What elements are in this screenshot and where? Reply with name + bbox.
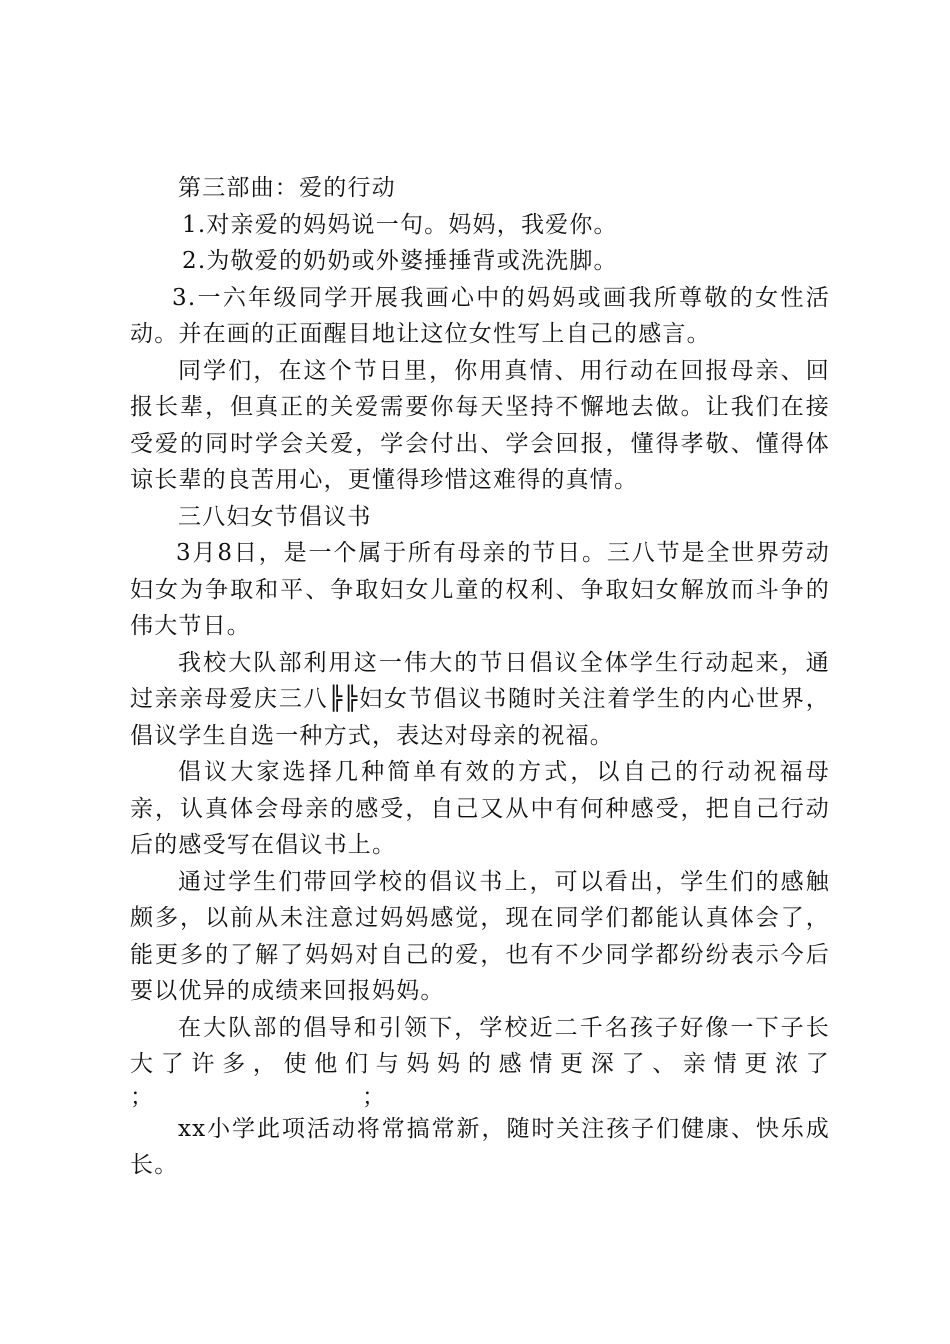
list-item-1: 1.对亲爱的妈妈说一句。妈妈，我爱你。	[182, 211, 618, 238]
proposal-paragraph-4: 通过学生们带回学校的倡议书上，可以看出，学生们的感触颇多，以前从未注意过妈妈感觉，现在同学们都能认真体会了，能更多的了解了妈妈对自己的爱，也有不少同学都纷纷表示今后要以优异的成绩来回报妈妈。	[130, 868, 830, 1004]
semicolon-line	[130, 1083, 830, 1111]
proposal-paragraph-3: 倡议大家选择几种简单有效的方式，以自己的行动祝福母亲，认真体会母亲的感受，自己又从中有何种感受，把自己行动后的感受写在倡议书上。	[130, 759, 830, 858]
proposal-paragraph-2: 我校大队部利用这一伟大的节日倡议全体学生行动起来，通过亲亲母爱庆三八╠╠妇女节倡议书随时关注着学生的内心世界，倡议学生自选一种方式，表达对母亲的祝福。	[130, 649, 830, 749]
section-heading: 第三部曲：爱的行动	[178, 175, 396, 201]
proposal-paragraph-6: xx小学此项活动将常搞常新，随时关注孩子们健康、快乐成长。	[130, 1115, 830, 1178]
closing-paragraph: 同学们，在这个节日里，你用真情、用行动在回报母亲、回报长辈，但真正的关爱需要你每天坚持不懈地去做。让我们在接受爱的同时学会关爱，学会付出、学会回报，懂得孝敬、懂得体谅长辈的良苦用心，更懂得珍惜这难得的真情。	[130, 357, 830, 493]
semicolon-1: ；	[130, 1083, 153, 1110]
list-item-2: 2.为敬爱的奶奶或外婆捶捶背或洗洗脚。	[182, 248, 618, 274]
list-item-3: 3.一六年级同学开展我画心中的妈妈或画我所尊敬的女性活动。并在画的正面醒目地让这位女性写上自己的感言。	[130, 284, 830, 347]
proposal-paragraph-1: 3月8日，是一个属于所有母亲的节日。三八节是全世界劳动妇女为争取和平、争取妇女儿童的权利、争取妇女解放而斗争的伟大节日。	[130, 540, 830, 639]
proposal-title: 三八妇女节倡议书	[178, 503, 372, 530]
proposal-paragraph-5: 在大队部的倡导和引领下，学校近二千名孩子好像一下子长大了许多，使他们与妈妈的感情更深了、亲情更浓了	[130, 1014, 830, 1077]
document-body	[130, 170, 830, 1184]
semicolon-2: ；	[362, 1083, 385, 1110]
